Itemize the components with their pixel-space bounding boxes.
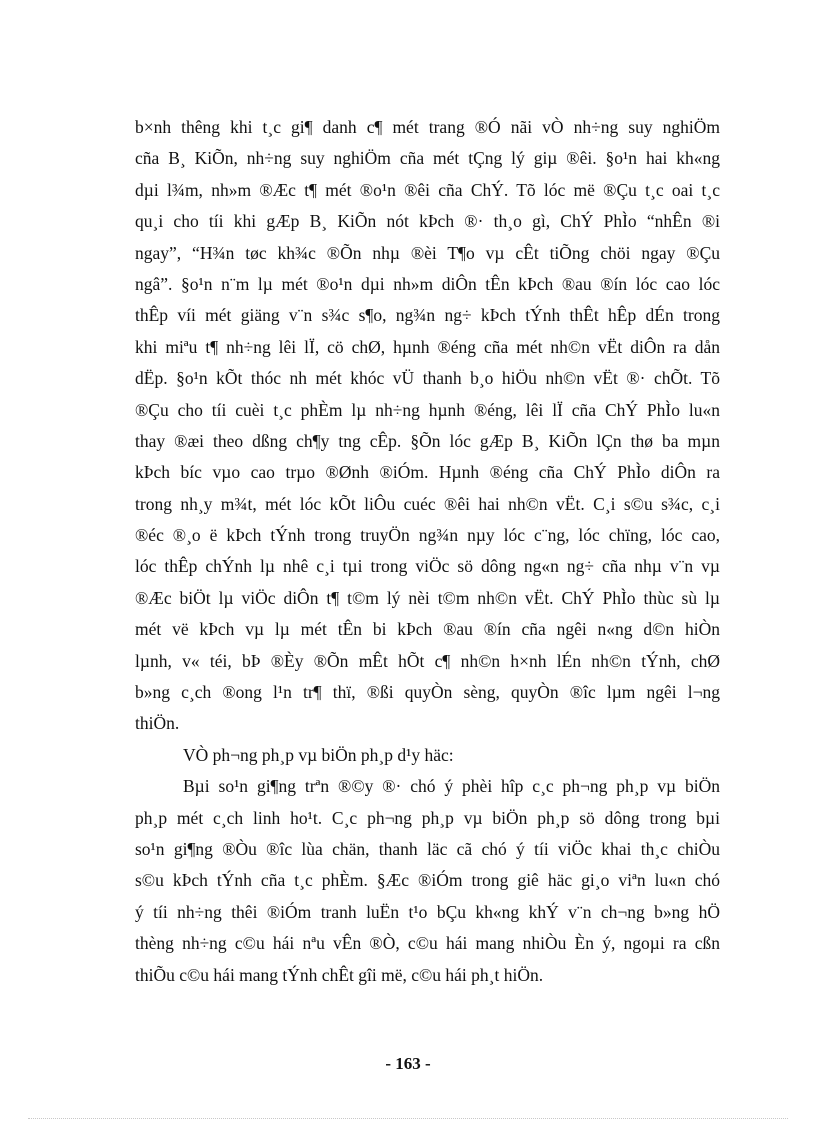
section-heading: VÒ ph¬ng ph¸p vµ biÖn ph¸p d¹y häc: bbox=[183, 744, 454, 765]
text-line: ®éc ®¸o ë kÞch tÝnh trong truyÖn ng¾n nµy lóc c¨ng, lóc chïng, lóc cao, bbox=[135, 525, 720, 546]
text-line: mét vë kÞch vµ lµ mét tÊn bi kÞch ®au ®ín cña ngêi n«ng d©n hiÒn bbox=[135, 619, 720, 640]
text-line: dËp. §o¹n kÕt thóc nh mét khóc vÜ thanh b¸o hiÖu nh©n vËt ®· chÕt. Tõ bbox=[135, 368, 720, 389]
text-line: khi miªu t¶ nh÷ng lêi lÏ, cö chØ, hµnh ®éng cña mét nh©n vËt diÔn ra dån bbox=[135, 336, 720, 357]
text-line: thiÖn. bbox=[135, 713, 180, 734]
text-line: thèng nh÷ng c©u hái nªu vÊn ®Ò, c©u hái mang nhiÒu Èn ý, ngoµi ra cßn bbox=[135, 933, 720, 954]
text-line: ngay”, “H¾n tøc kh¾c ®Õn nhµ ®èi T¶o vµ cÊt tiÕng chöi ngay ®Çu bbox=[135, 242, 720, 263]
text-line: lµnh, v« téi, bÞ ®Èy ®Õn mÊt hÕt c¶ nh©n h×nh lÉn nh©n tÝnh, chØ bbox=[135, 650, 720, 671]
text-line: Bµi so¹n gi¶ng trªn ®©y ®· chó ý phèi hîp c¸c ph¬ng ph¸p vµ biÖn bbox=[183, 776, 720, 797]
text-line: lóc thÊp chÝnh lµ nhê c¸i tµi trong viÖc sö dông ng«n ng÷ cña nhµ v¨n vµ bbox=[135, 556, 720, 577]
text-line: dµi l¾m, nh»m ®Æc t¶ mét ®o¹n ®êi cña ChÝ. Tõ lóc më ®Çu t¸c oai t¸c bbox=[135, 179, 720, 200]
text-line: so¹n gi¶ng ®Òu ®îc lùa chän, thanh läc cã chó ý tíi viÖc khai th¸c chiÒu bbox=[135, 838, 720, 859]
page-number: - 163 - bbox=[385, 1054, 431, 1073]
text-line: b»ng c¸ch ®ong l¹n tr¶ thï, ®ßi quyÒn sèng, quyÒn ®îc lµm ngêi l¬ng bbox=[135, 682, 720, 703]
text-line: trong nh¸y m¾t, mét lóc kÕt liÔu cuéc ®êi hai nh©n vËt. C¸i s©u s¾c, c¸i bbox=[135, 493, 720, 514]
paragraph-1 bbox=[135, 112, 720, 740]
text-line: qu¸i cho tíi khi gÆp B¸ KiÕn nót kÞch ®· th¸o gì, ChÝ PhÌo “nhÊn ®i bbox=[135, 211, 720, 232]
paragraph-3 bbox=[135, 771, 720, 991]
text-line: ph¸p mét c¸ch linh ho¹t. C¸c ph¬ng ph¸p vµ biÖn ph¸p sö dông trong bµi bbox=[135, 807, 720, 828]
paragraph-2 bbox=[135, 740, 720, 771]
text-line: cña B¸ KiÕn, nh÷ng suy nghiÖm cña mét tÇng lý giµ ®êi. §o¹n hai kh«ng bbox=[135, 148, 720, 169]
text-line: kÞch bíc vµo cao trµo ®Ønh ®iÓm. Hµnh ®éng cña ChÝ PhÌo diÔn ra bbox=[135, 462, 720, 483]
text-line: ®Æc biÖt lµ viÖc diÔn t¶ t©m lý nèi t©m nh©n vËt. ChÝ PhÌo thùc sù lµ bbox=[135, 587, 720, 608]
text-line: thay ®æi theo dßng ch¶y tng cÊp. §Õn lóc gÆp B¸ KiÕn lÇn thø ba mµn bbox=[135, 430, 720, 451]
footer-divider bbox=[28, 1118, 788, 1119]
text-line: ®Çu cho tíi cuèi t¸c phÈm lµ nh÷ng hµnh ®éng, lêi lÏ cña ChÝ PhÌo lu«n bbox=[135, 399, 720, 420]
text-line: s©u kÞch tÝnh cña t¸c phÈm. §Æc ®iÓm trong giê häc gi¸o viªn lu«n chó bbox=[135, 870, 720, 891]
text-line: ý tíi nh÷ng thêi ®iÓm tranh luËn t¹o bÇu kh«ng khÝ v¨n ch¬ng b»ng hÖ bbox=[135, 901, 720, 922]
text-line: thiÕu c©u hái mang tÝnh chÊt gîi më, c©u hái ph¸t hiÖn. bbox=[135, 964, 544, 985]
text-line: ngâ”. §o¹n n¨m lµ mét ®o¹n dµi nh»m diÔn tÊn kÞch ®au ®ín lóc cao lóc bbox=[135, 273, 720, 294]
text-line: thÊp víi mét giäng v¨n s¾c s¶o, ng¾n ng÷ kÞch tÝnh thÊt hÊp dÉn trong bbox=[135, 305, 720, 326]
text-line: b×nh thêng khi t¸c gi¶ danh c¶ mét trang ®Ó nãi vÒ nh÷ng suy nghiÖm bbox=[135, 117, 720, 137]
body-text bbox=[135, 112, 720, 991]
